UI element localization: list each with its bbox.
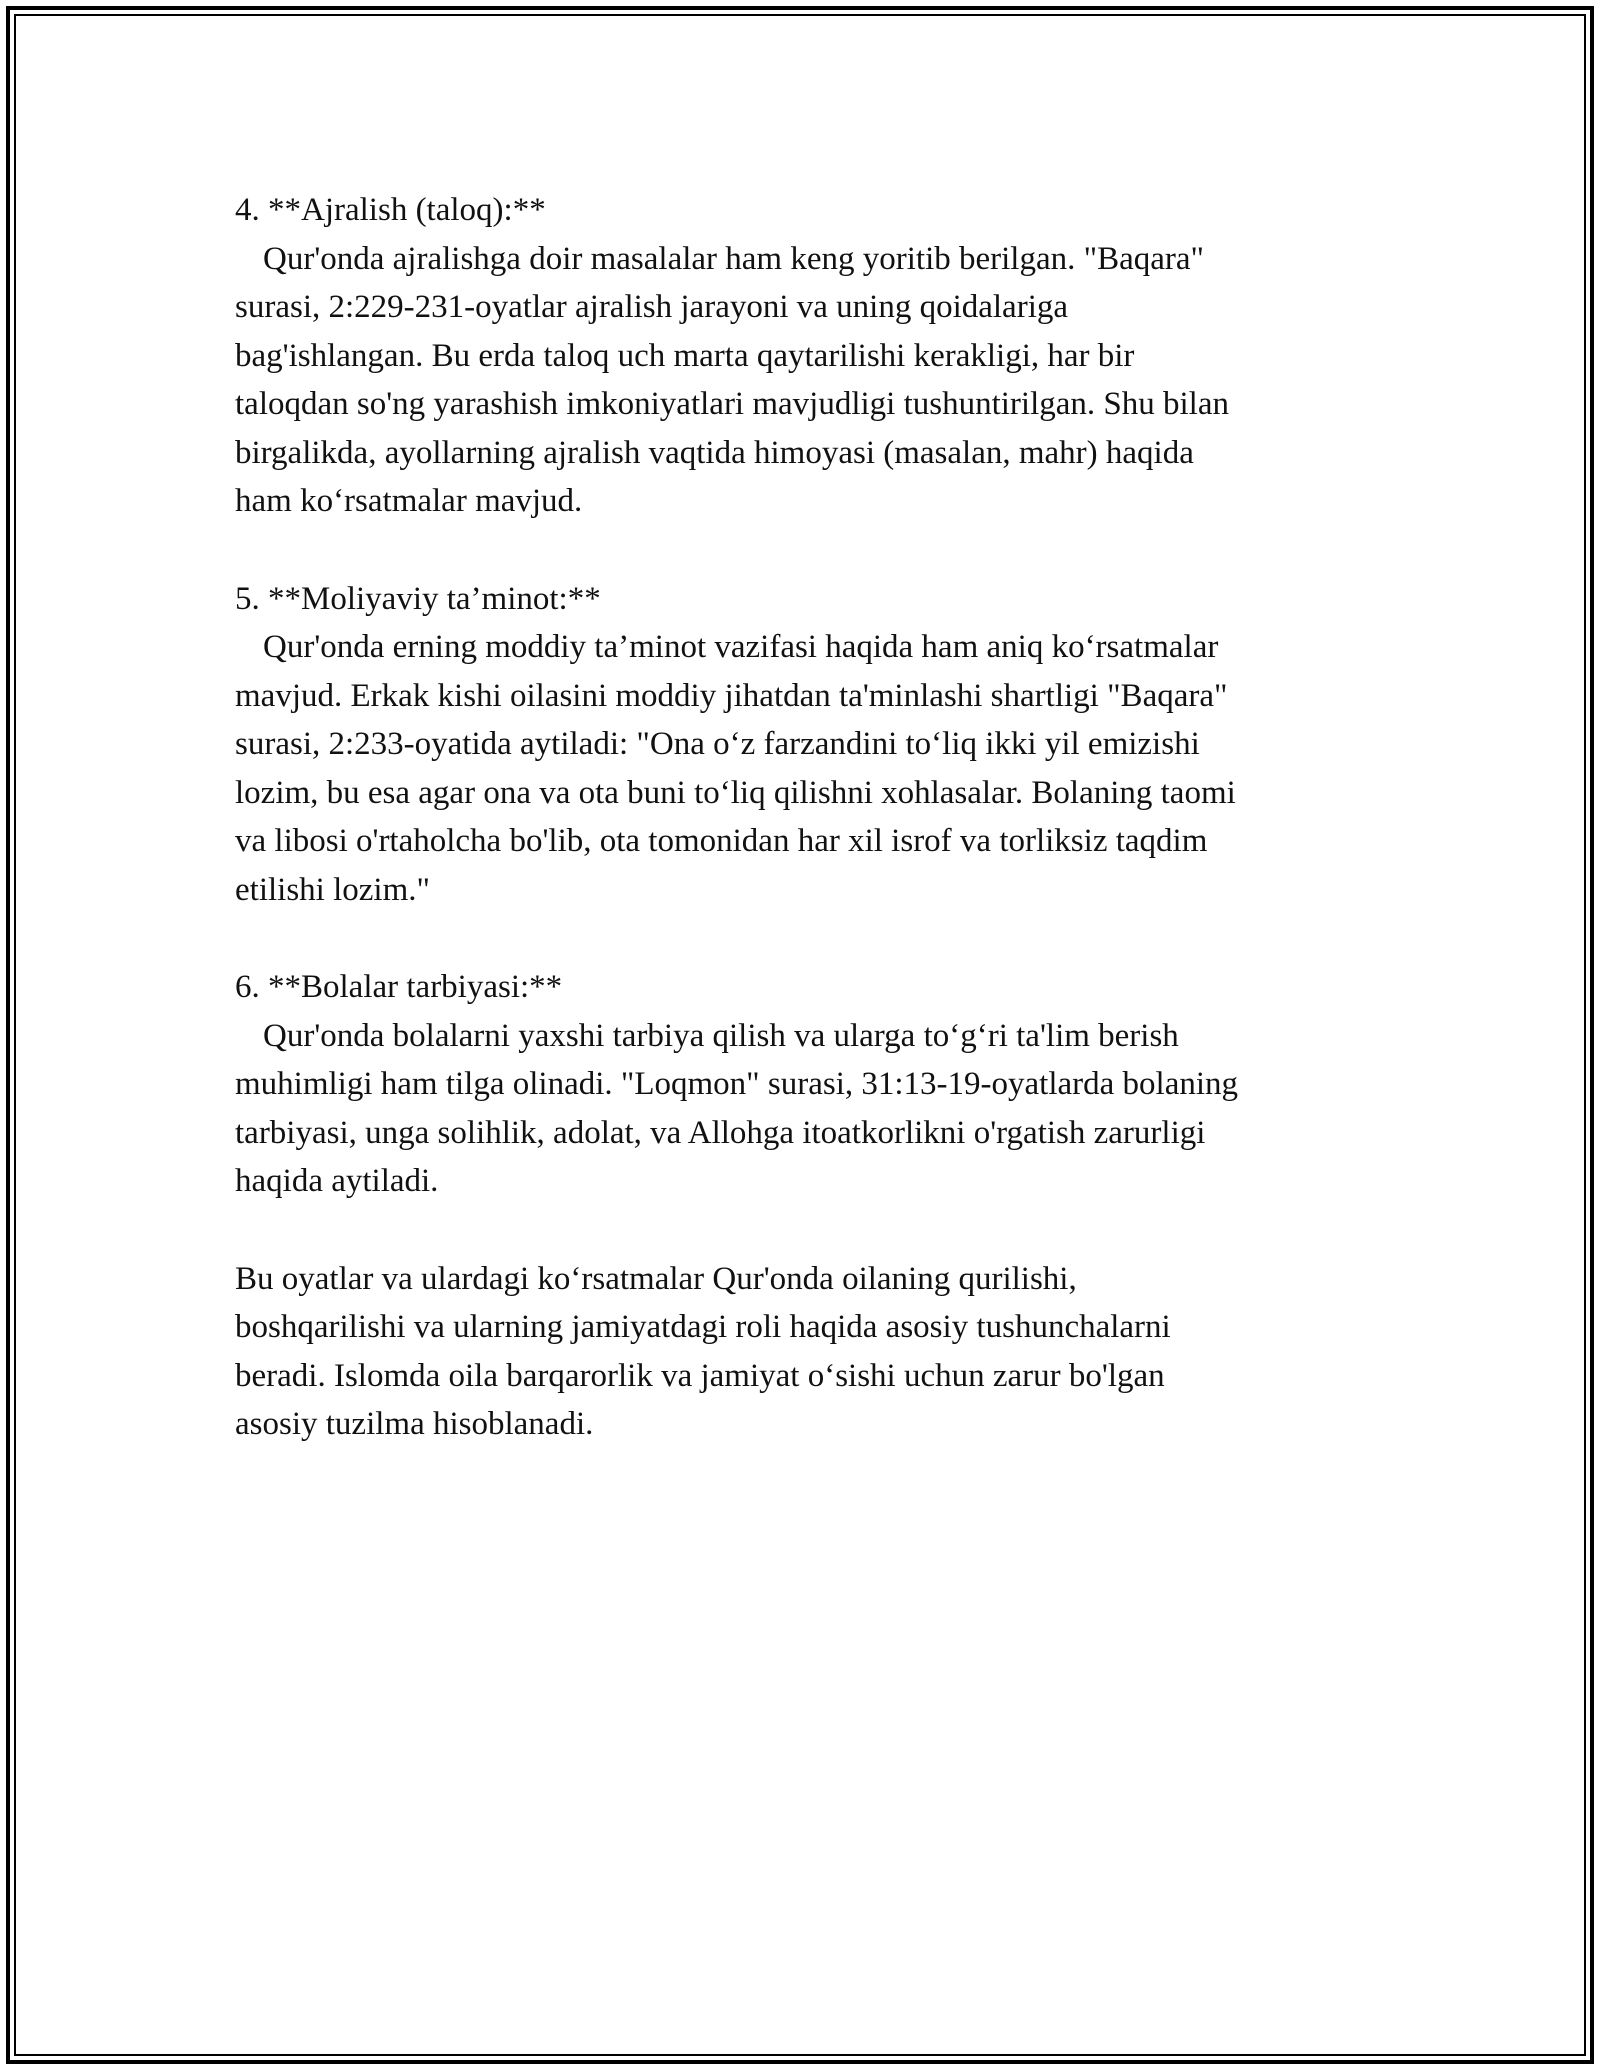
section-bolalar-tarbiyasi — [235, 963, 1375, 1206]
paragraph-line: va libosi o'rtaholcha bo'lib, ota tomonidan har xil isrof va torliksiz taqdim — [235, 823, 1208, 859]
section-ajralish — [235, 186, 1375, 526]
section-heading: 6. **Bolalar tarbiyasi:** — [235, 969, 563, 1005]
paragraph-line: surasi, 2:233-oyatida aytiladi: "Ona o‘z farzandini to‘liq ikki yil emizishi — [235, 726, 1200, 762]
paragraph-line: lozim, bu esa agar ona va ota buni to‘liq qilishni xohlasalar. Bolaning taomi — [235, 774, 1236, 811]
section-heading: 5. **Moliyaviy ta’minot:** — [235, 580, 601, 617]
document-body — [235, 186, 1375, 1498]
paragraph-line: asosiy tuzilma hisoblanadi. — [235, 1406, 594, 1442]
paragraph-line: ham ko‘rsatmalar mavjud. — [235, 483, 583, 519]
paragraph-line: mavjud. Erkak kishi oilasini moddiy jihatdan ta'minlashi shartligi "Baqara" — [235, 677, 1228, 714]
paragraph-line: Bu oyatlar va ulardagi ko‘rsatmalar Qur'onda oilaning qurilishi, — [235, 1260, 1077, 1297]
paragraph-line: birgalikda, ayollarning ajralish vaqtida himoyasi (masalan, mahr) haqida — [235, 434, 1194, 471]
paragraph-line: taloqdan so'ng yarashish imkoniyatlari mavjudligi tushuntirilgan. Shu bilan — [235, 386, 1229, 422]
paragraph-line: Qur'onda ajralishga doir masalalar ham keng yoritib berilgan. "Baqara" — [263, 240, 1204, 277]
section-moliyaviy-taminot — [235, 575, 1375, 915]
paragraph-line: beradi. Islomda oila barqarorlik va jamiyat o‘sishi uchun zarur bo'lgan — [235, 1357, 1165, 1394]
conclusion-paragraph — [235, 1255, 1375, 1449]
paragraph-line: muhimligi ham tilga olinadi. "Loqmon" surasi, 31:13-19-oyatlarda bolaning — [235, 1066, 1239, 1102]
section-heading: 4. **Ajralish (taloq):** — [235, 192, 546, 228]
paragraph-line: haqida aytiladi. — [235, 1163, 439, 1199]
paragraph-line: Qur'onda bolalarni yaxshi tarbiya qilish va ularga to‘g‘ri ta'lim berish — [263, 1017, 1179, 1054]
paragraph-line: tarbiyasi, unga solihlik, adolat, va Allohga itoatkorlikni o'rgatish zarurligi — [235, 1114, 1206, 1151]
paragraph-line: Qur'onda erning moddiy ta’minot vazifasi haqida ham aniq ko‘rsatmalar — [263, 629, 1219, 665]
paragraph-line: boshqarilishi va ularning jamiyatdagi roli haqida asosiy tushunchalarni — [235, 1309, 1171, 1345]
paragraph-line: bag'ishlangan. Bu erda taloq uch marta qaytarilishi kerakligi, har bir — [235, 337, 1135, 374]
paragraph-line: etilishi lozim." — [235, 871, 430, 908]
paragraph-line: surasi, 2:229-231-oyatlar ajralish jarayoni va uning qoidalariga — [235, 289, 1069, 325]
